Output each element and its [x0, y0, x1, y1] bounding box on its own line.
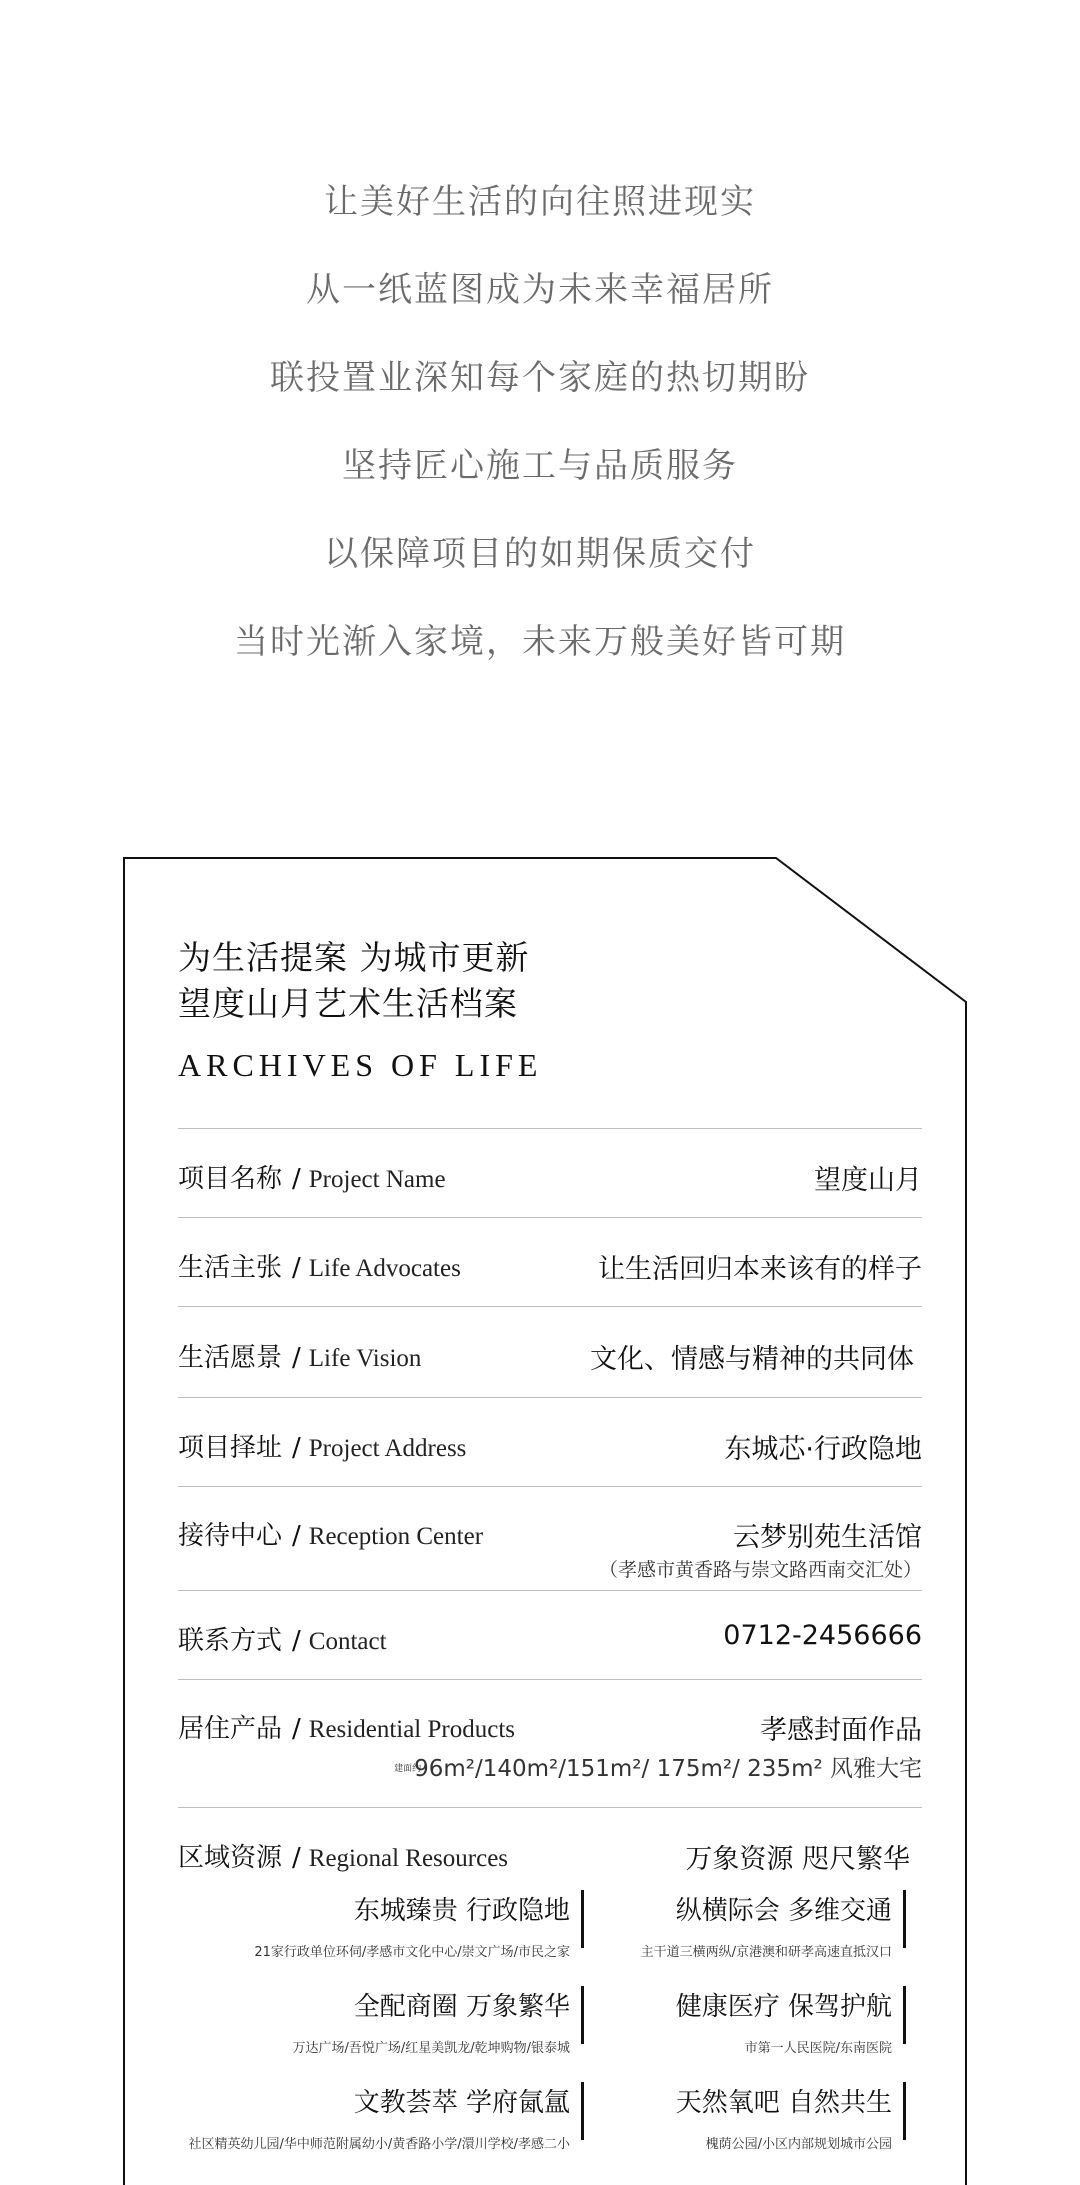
resource-block	[292, 1986, 584, 2056]
intro-line-5: 以保障项目的如期保质交付	[324, 534, 756, 574]
label-separator: /	[292, 1843, 301, 1873]
row-label	[178, 1247, 461, 1284]
resource-desc: 21家行政单位环伺/孝感市文化中心/崇文广场/市民之家	[254, 1945, 570, 1960]
label-separator: /	[292, 1253, 301, 1283]
resource-bar	[581, 1986, 584, 2044]
divider	[178, 1679, 922, 1680]
divider	[178, 1590, 922, 1591]
resource-bar	[903, 2082, 906, 2140]
tagline-1: 为生活提案 为城市更新	[178, 938, 530, 977]
resource-block	[641, 1890, 906, 1960]
intro-line-3: 联投置业深知每个家庭的热切期盼	[270, 358, 810, 398]
label-separator: /	[292, 1626, 301, 1656]
resource-title: 文教荟萃 学府氤氲	[353, 2088, 570, 2118]
label-cn: 接待中心	[178, 1521, 283, 1551]
resource-desc: 万达广场/吾悦广场/红星美凯龙/乾坤购物/银泰城	[292, 2041, 570, 2056]
divider	[178, 1217, 922, 1218]
resource-bar	[581, 1890, 584, 1948]
resource-desc: 槐荫公园/小区内部规划城市公园	[705, 2137, 892, 2152]
resource-block	[676, 2082, 906, 2152]
reception-address: （孝感市黄香路与崇文路西南交汇处）	[598, 1559, 922, 1581]
resource-title: 纵横际会 多维交通	[675, 1896, 892, 1926]
row-label	[178, 1427, 466, 1464]
label-cn: 生活主张	[178, 1253, 283, 1283]
label-en: Life Advocates	[308, 1255, 461, 1282]
contact-phone[interactable]: 0712-2456666	[723, 1620, 922, 1651]
label-en: Residential Products	[308, 1716, 516, 1743]
row-value: 让生活回归本来该有的样子	[598, 1254, 922, 1285]
label-separator: /	[292, 1433, 301, 1463]
resource-title: 天然氧吧 自然共生	[675, 2088, 892, 2118]
row-label	[178, 1337, 421, 1374]
label-en: Reception Center	[308, 1523, 484, 1550]
tagline-2: 望度山月艺术生活档案	[178, 984, 518, 1023]
label-cn: 生活愿景	[178, 1343, 283, 1373]
label-separator: /	[292, 1343, 301, 1373]
intro-line-2: 从一纸蓝图成为未来幸福居所	[306, 270, 774, 310]
row-value: 望度山月	[814, 1165, 922, 1196]
resource-bar	[581, 2082, 584, 2140]
label-en: Life Vision	[308, 1345, 422, 1372]
resource-desc: 市第一人民医院/东南医院	[744, 2041, 892, 2056]
row-value: 文化、情感与精神的共同体	[590, 1344, 914, 1375]
resource-bar	[903, 1986, 906, 2044]
card-header	[178, 935, 542, 1084]
row-label	[178, 1620, 387, 1657]
resource-block	[188, 2082, 584, 2152]
row-value: 东城芯·行政隐地	[724, 1434, 922, 1465]
area-list: 96m²/140m²/151m²/ 175m²/ 235m² 风雅大宅	[414, 1756, 922, 1782]
label-cn: 项目择址	[178, 1433, 283, 1463]
label-separator: /	[292, 1164, 301, 1194]
product-areas	[394, 1750, 922, 1783]
resource-title: 东城臻贵 行政隐地	[353, 1896, 570, 1926]
area-prefix: 建面约	[394, 1764, 422, 1774]
resource-desc: 主干道三横两纵/京港澳和研孝高速直抵汉口	[640, 1945, 892, 1960]
label-cn: 居住产品	[178, 1714, 283, 1744]
resource-title: 健康医疗 保驾护航	[675, 1992, 892, 2022]
label-cn: 项目名称	[178, 1164, 283, 1194]
divider	[178, 1807, 922, 1808]
resource-desc: 社区精英幼儿园/华中师范附属幼小/黄香路小学/澴川学校/孝感二小	[188, 2137, 570, 2152]
label-en: Regional Resources	[308, 1845, 509, 1872]
intro-line-1: 让美好生活的向往照进现实	[324, 182, 756, 222]
divider	[178, 1486, 922, 1487]
row-label	[178, 1158, 446, 1195]
label-separator: /	[292, 1714, 301, 1744]
label-cn: 联系方式	[178, 1626, 283, 1656]
divider	[178, 1397, 922, 1398]
label-en: Project Address	[308, 1435, 467, 1462]
resource-title: 全配商圈 万象繁华	[353, 1992, 570, 2022]
row-label	[178, 1837, 508, 1874]
resource-bar	[903, 1890, 906, 1948]
row-label	[178, 1515, 483, 1552]
row-value: 万象资源 咫尺繁华	[685, 1844, 910, 1875]
label-cn: 区域资源	[178, 1843, 283, 1873]
label-en: Project Name	[308, 1166, 446, 1193]
label-separator: /	[292, 1521, 301, 1551]
divider	[178, 1128, 922, 1129]
row-label	[178, 1708, 515, 1745]
intro-line-6: 当时光渐入家境，未来万般美好皆可期	[234, 622, 846, 662]
resource-block	[254, 1890, 584, 1960]
intro-line-4: 坚持匠心施工与品质服务	[342, 446, 738, 486]
row-value: 云梦别苑生活馆	[733, 1522, 922, 1553]
divider	[178, 1306, 922, 1307]
resource-block	[676, 1986, 906, 2056]
archives-title: ARCHIVES OF LIFE	[178, 1047, 543, 1083]
row-value: 孝感封面作品	[760, 1715, 922, 1746]
label-en: Contact	[308, 1628, 387, 1655]
